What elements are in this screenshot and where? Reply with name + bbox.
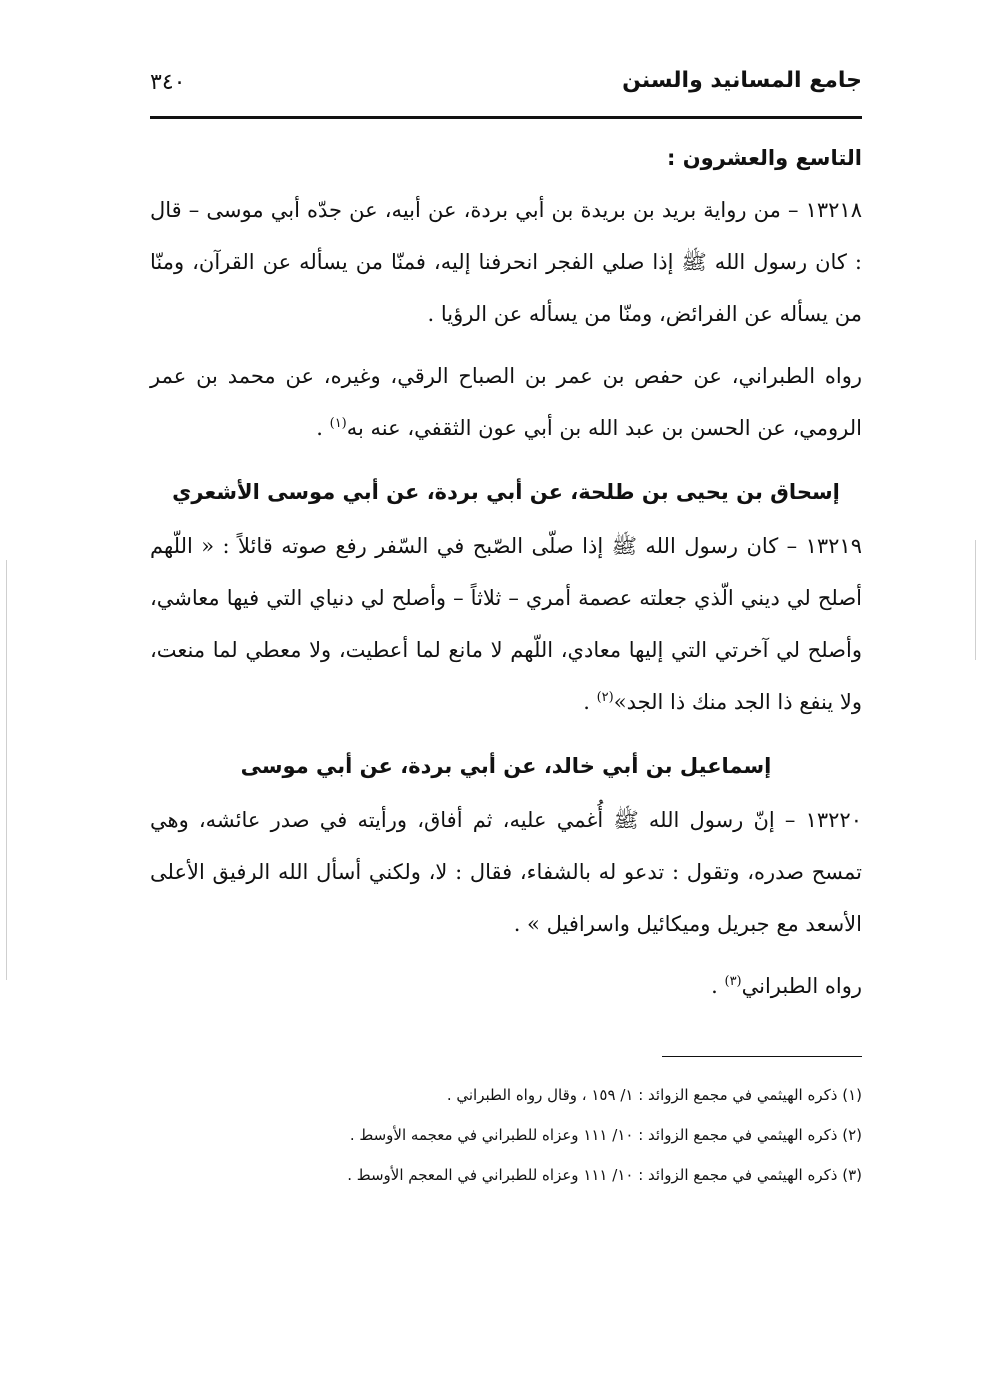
narration-tail: .	[316, 416, 330, 440]
hadith-number: ١٣٢٢٠	[805, 808, 862, 832]
footnote-ref-2: (٢)	[596, 690, 614, 705]
hadith-text: – من رواية بريد بن بريدة بن أبي بردة، عن أبيه، عن جدّه أبي موسى – قال : كان رسول الله ﷺ إذا صلي الفجر انحرفنا إليه، فمنّا من يسأله عن القرآن، ومنّا من يسأله عن الفرائض، ومنّا من يسأله عن الرؤيا .	[150, 198, 862, 326]
hadith-text: – إنّ رسول الله ﷺ أُغمي عليه، ثم أفاق، ورأيته في صدر عائشه، وهي تمسح صدره، وتقول : تدعو له بالشفاء، فقال : لا، ولكني أسأل الله الرفيق الأعلى الأسعد مع جبريل وميكائيل واسرافيل » .	[150, 808, 862, 936]
narration-tail: .	[711, 974, 725, 998]
section-heading-ishaq: إسحاق بن يحيى بن طلحة، عن أبي بردة، عن أبي موسى الأشعري	[172, 480, 840, 504]
footnote-3: (٣) ذكره الهيثمي في مجمع الزوائد : ١٠/ ١١١ وعزاه للطبراني في المعجم الأوسط .	[347, 1166, 862, 1184]
header-rule	[150, 116, 862, 119]
footnote-2: (٢) ذكره الهيثمي في مجمع الزوائد : ١٠/ ١١١ وعزاه للطبراني في معجمه الأوسط .	[349, 1126, 862, 1144]
hadith-number: ١٣٢١٨	[805, 198, 862, 222]
footnote-1: (١) ذكره الهيثمي في مجمع الزوائد : ١/ ١٥٩ ، وقال رواه الطبراني .	[446, 1086, 862, 1104]
narration-text: رواه الطبراني، عن حفص بن عمر بن الصباح الرقي، وغيره، عن محمد بن عمر الرومي، عن الحسن بن عبد الله بن أبي عون الثقفي، عنه به	[150, 364, 862, 440]
page-header	[150, 60, 862, 118]
footnote-ref-1: (١)	[329, 416, 347, 431]
hadith-number: ١٣٢١٩	[805, 534, 862, 558]
narration-text: رواه الطبراني	[741, 974, 862, 998]
footnotes	[150, 1075, 862, 1195]
hadith-tail: .	[583, 690, 597, 714]
section-heading-29: التاسع والعشرون :	[667, 146, 862, 170]
footnote-ref-3: (٣)	[724, 974, 742, 989]
book-page	[150, 60, 862, 1195]
hadith-13220	[150, 794, 862, 950]
hadith-text: – كان رسول الله ﷺ إذا صلّى الصّبح في السّفر رفع صوته قائلاً : « اللّهم أصلح لي ديني الّذي جعلته عصمة أمري – ثلاثاً – وأصلح لي دنياي التي فيها معاشي، وأصلح لي آخرتي التي إليها معادي، اللّهم لا مانع لما أعطيت، ولا معطي لما منعت، ولا ينفع ذا الجد منك ذا الجد»	[150, 534, 862, 714]
hadith-13219	[150, 520, 862, 728]
section-heading-ismail: إسماعيل بن أبي خالد، عن أبي بردة، عن أبي موسى	[240, 754, 772, 778]
running-title: جامع المسانيد والسنن	[622, 68, 862, 93]
hadith-13218	[150, 184, 862, 340]
narration-note-1	[150, 350, 862, 454]
scan-margin-line-left	[6, 560, 7, 980]
page-number: ٣٤٠	[150, 70, 186, 95]
narration-note-3	[150, 960, 862, 1012]
scan-margin-line-right	[975, 540, 976, 660]
footnote-separator	[662, 1056, 862, 1057]
